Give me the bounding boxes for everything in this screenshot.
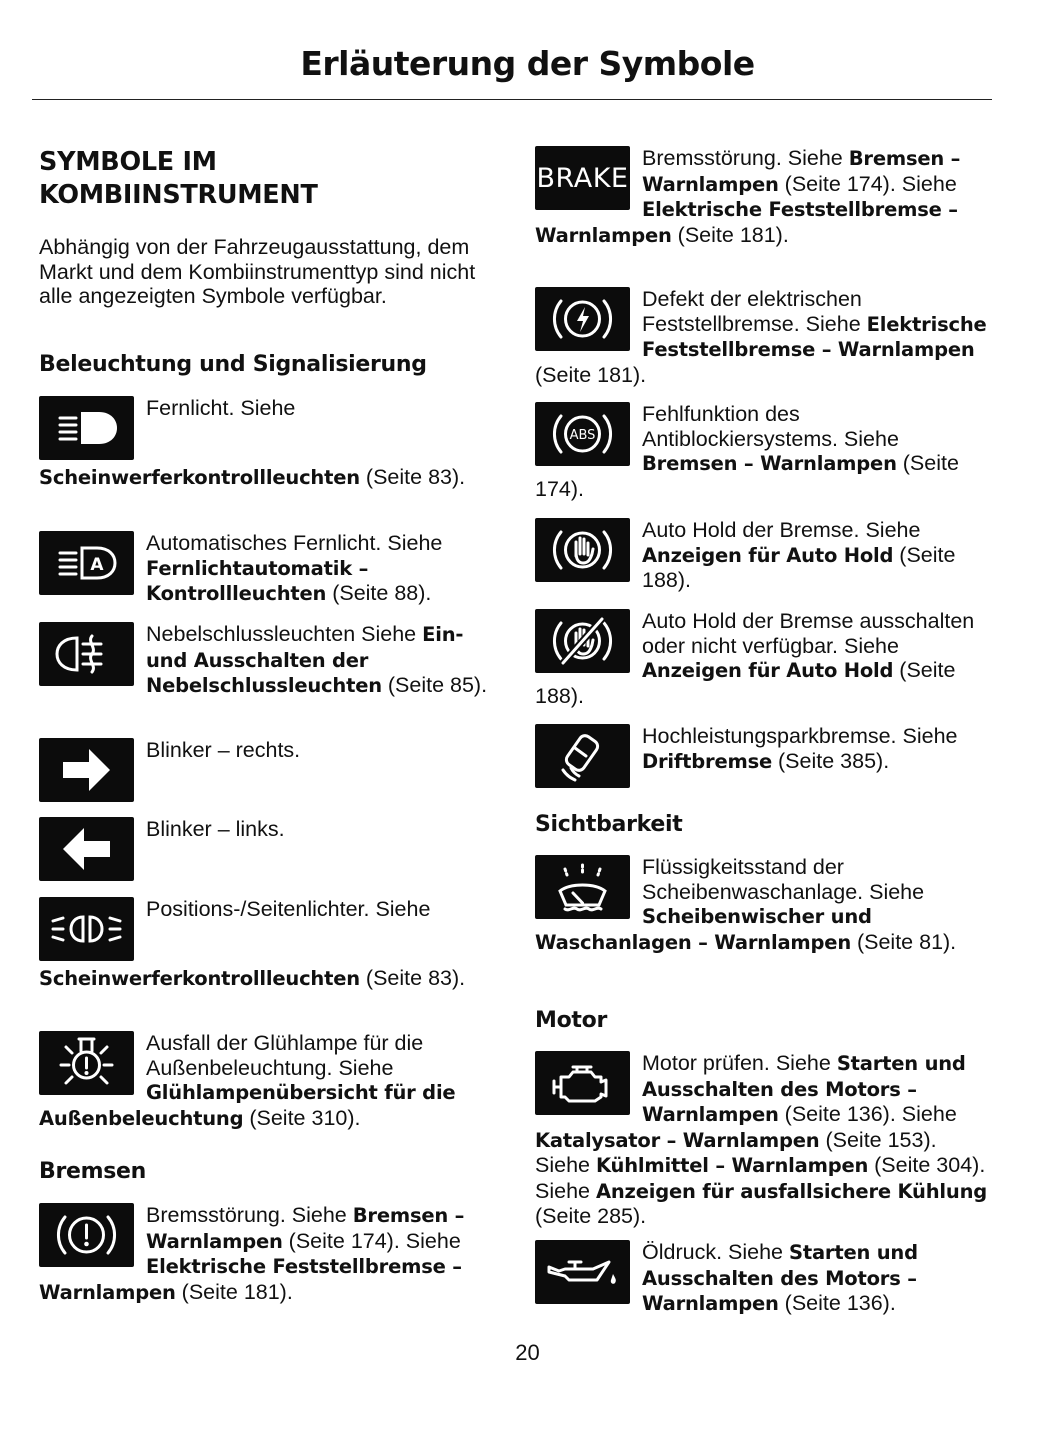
symbol-entry-turn-left	[39, 817, 491, 885]
entry-text: Fehlfunktion des Antiblockiersystems. Siehe	[642, 402, 899, 451]
symbol-entry-rear-fog	[39, 622, 491, 699]
crossref-link[interactable]: Bremsen – Warnlampen	[642, 452, 897, 475]
crossref-link[interactable]: Katalysator – Warnlampen	[535, 1128, 820, 1152]
auto-hold-off-icon	[535, 609, 630, 673]
subsection-visibility: Sichtbarkeit	[535, 812, 683, 837]
subsection-engine: Motor	[535, 1008, 607, 1033]
entry-text: Auto Hold der Bremse. Siehe	[642, 518, 921, 542]
entry-text: Automatisches Fernlicht. Siehe	[146, 531, 443, 555]
page-ref: (Seite 136).	[778, 1291, 896, 1315]
symbol-entry-oil-pressure	[535, 1240, 987, 1317]
crossref-link[interactable]: Starten und Ausschalten des Motors – Warnlampen	[642, 1052, 966, 1126]
crossref-link[interactable]: Elektrische Feststellbremse – Warnlampen	[642, 312, 987, 361]
bulb-failure-icon	[39, 1031, 134, 1095]
crossref-link[interactable]: Ein- und Ausschalten der Nebelschlussleuchten	[146, 623, 464, 697]
oil-can-icon	[535, 1240, 630, 1304]
crossref-link[interactable]: Scheinwerferkontrollleuchten	[39, 966, 360, 990]
check-engine-icon	[535, 1051, 630, 1115]
page-ref: (Seite 181).	[671, 222, 789, 247]
symbol-entry-brake-warning	[39, 1203, 491, 1305]
electric-parking-brake-icon	[535, 287, 630, 351]
page-ref: (Seite 85).	[381, 673, 488, 697]
page-ref: (Seite 310).	[243, 1105, 361, 1130]
page-ref: (Seite 174).	[535, 451, 959, 501]
arrow-left-icon	[39, 817, 134, 881]
crossref-link[interactable]: Scheinwerferkontrollleuchten	[39, 465, 360, 489]
crossref-link[interactable]: Glühlampenübersicht für die Außenbeleuchtung	[39, 1081, 456, 1130]
entry-text: Auto Hold der Bremse ausschalten oder nicht verfügbar. Siehe	[642, 609, 975, 658]
entry-text: Blinker – links.	[146, 817, 285, 841]
crossref-link[interactable]: Driftbremse	[642, 749, 773, 773]
crossref-link[interactable]: Elektrische Feststellbremse – Warnlampen	[39, 1255, 462, 1304]
page-number: 20	[515, 1340, 540, 1365]
page-ref: (Seite 304). Siehe	[535, 1153, 986, 1203]
page-ref: (Seite 174). Siehe	[282, 1228, 461, 1253]
symbol-entry-bulb-failure	[39, 1031, 491, 1131]
symbol-entry-abs	[535, 402, 987, 501]
crossref-link[interactable]: Elektrische Feststellbremse – Warnlampen	[535, 198, 958, 247]
entry-text: Blinker – rechts.	[146, 738, 301, 762]
auto-high-beam-icon	[39, 531, 134, 595]
page-ref: (Seite 83).	[359, 464, 466, 489]
entry-text: Positions-/Seitenlichter. Siehe	[146, 897, 431, 921]
symbol-entry-turn-right	[39, 738, 491, 806]
page-ref: (Seite 188).	[535, 658, 956, 708]
rear-fog-icon	[39, 622, 134, 686]
entry-text: Fernlicht. Siehe	[146, 396, 296, 420]
symbol-entry-brake-word	[535, 146, 987, 248]
subsection-lighting: Beleuchtung und Signalisierung	[39, 352, 427, 377]
section-title: SYMBOLE IM KOMBIINSTRUMENT	[39, 147, 318, 210]
page-ref: (Seite 88).	[326, 581, 432, 605]
abs-icon-label: ABS	[569, 428, 596, 443]
subsection-brakes: Bremsen	[39, 1159, 147, 1184]
entry-text: Bremsstörung. Siehe	[642, 146, 849, 170]
entry-text: Motor prüfen. Siehe	[642, 1051, 837, 1075]
washer-fluid-icon	[535, 855, 630, 919]
crossref-link[interactable]: Kühlmittel – Warnlampen	[595, 1154, 869, 1177]
high-beam-icon	[39, 396, 134, 460]
symbol-entry-washer-fluid	[535, 855, 987, 955]
crossref-link[interactable]: Bremsen – Warnlampen	[146, 1204, 465, 1253]
symbol-entry-auto-hold	[535, 518, 987, 593]
brake-warning-icon	[39, 1203, 134, 1267]
crossref-link[interactable]: Anzeigen für Auto Hold	[642, 659, 894, 682]
entry-text: Flüssigkeitsstand der Scheibenwaschanlage. Siehe	[642, 855, 925, 904]
page-ref: (Seite 188).	[642, 542, 956, 592]
brake-text-icon	[535, 146, 630, 210]
symbol-entry-auto-high-beam	[39, 531, 491, 607]
abs-icon	[535, 402, 630, 466]
title-divider	[32, 99, 992, 100]
symbol-entry-check-engine	[535, 1051, 987, 1229]
crossref-link[interactable]: Starten und Ausschalten des Motors – Warnlampen	[642, 1241, 918, 1315]
svg-text:A: A	[90, 555, 104, 575]
crossref-link[interactable]: Scheibenwischer und Waschanlagen – Warnlampen	[535, 905, 872, 954]
brake-icon-label: BRAKE	[536, 162, 629, 194]
page-ref: (Seite 153). Siehe	[535, 1127, 937, 1177]
entry-text: Defekt der elektrischen Feststellbremse. Siehe	[642, 287, 867, 336]
entry-text: Ausfall der Glühlampe für die Außenbeleuchtung. Siehe	[146, 1031, 424, 1080]
entry-text: Öldruck. Siehe	[642, 1240, 789, 1264]
symbol-entry-epb-fault	[535, 287, 987, 387]
page-ref: (Seite 136). Siehe	[778, 1102, 957, 1126]
entry-text: Nebelschlussleuchten Siehe	[146, 622, 423, 646]
entry-text: Hochleistungsparkbremse. Siehe	[642, 724, 958, 748]
page-ref: (Seite 385).	[772, 748, 890, 773]
page-ref: (Seite 174). Siehe	[778, 171, 957, 196]
intro-text: Abhängig von der Fahrzeugausstattung, dem Markt und dem Kombiinstrumenttyp sind nicht alle angezeigten Symbole verfügbar.	[39, 235, 476, 308]
crossref-link[interactable]: Fernlichtautomatik – Kontrollleuchten	[146, 556, 369, 605]
drift-brake-icon	[535, 724, 630, 788]
crossref-link[interactable]: Anzeigen für Auto Hold	[642, 543, 894, 567]
symbol-entry-drift-brake	[535, 724, 987, 792]
symbol-entry-high-beam	[39, 396, 491, 490]
symbol-entry-auto-hold-off	[535, 609, 987, 708]
symbol-entry-position-lights	[39, 897, 491, 991]
page-ref: (Seite 181).	[535, 362, 647, 387]
crossref-link[interactable]: Bremsen – Warnlampen	[642, 147, 961, 196]
page-title: Erläuterung der Symbole	[300, 44, 755, 83]
entry-text: Bremsstörung. Siehe	[146, 1203, 353, 1227]
arrow-right-icon	[39, 738, 134, 802]
page-ref: (Seite 285).	[535, 1204, 647, 1228]
auto-hold-icon	[535, 518, 630, 582]
crossref-link[interactable]: Anzeigen für ausfallsichere Kühlung	[595, 1179, 988, 1203]
position-lights-icon	[39, 897, 134, 961]
page-ref: (Seite 81).	[851, 929, 957, 954]
page-ref: (Seite 181).	[175, 1279, 293, 1304]
page-ref: (Seite 83).	[359, 965, 466, 990]
